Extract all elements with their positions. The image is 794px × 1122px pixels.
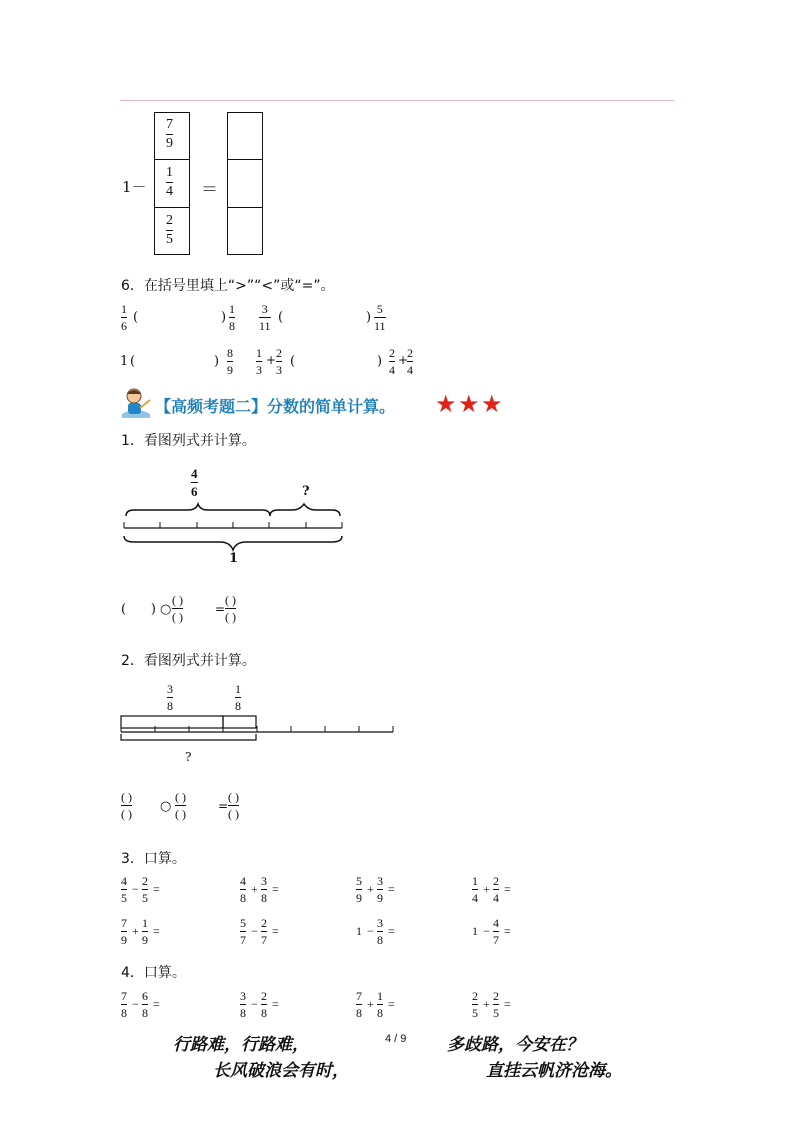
fraction: 3 9	[377, 874, 383, 905]
q6-r2-a-right: 8 9	[227, 346, 233, 377]
expr-symbol: =	[504, 882, 511, 896]
poem-line1-right: 多歧路，今安在？	[447, 1035, 583, 1055]
p1-diagram	[120, 500, 346, 552]
expr-symbol: +	[367, 882, 374, 896]
star-icon-2: ★	[458, 390, 480, 418]
q6-r2-a-blank[interactable]	[138, 352, 214, 370]
fraction: 4 5	[121, 874, 127, 905]
q6-r1-a-blank[interactable]	[140, 308, 220, 326]
p1-operator-circle[interactable]: ○	[160, 602, 172, 617]
q6-r1-b-paren-close: )	[366, 310, 372, 325]
section2-title: 【高频考题二】分数的简单计算。	[155, 397, 396, 416]
poem-line1-left: 行路难，行路难，	[173, 1035, 309, 1055]
answer-cell-3[interactable]	[227, 207, 263, 255]
p1-question-mark: ?	[302, 484, 310, 499]
fraction: 1 4	[472, 874, 478, 905]
fraction: 2 5	[493, 989, 499, 1020]
lead-one-minus: 1－	[122, 178, 147, 196]
p2-label-b: 1 8	[235, 682, 241, 713]
p2-answer-fraction-2[interactable]: ( ) ( )	[175, 790, 186, 821]
q6-r2-b-paren-open: (	[290, 354, 296, 369]
q6-r1-a-paren-close: )	[221, 310, 227, 325]
expr-symbol: +	[132, 924, 139, 938]
p2-label-a: 3 8	[167, 682, 173, 713]
q6-r1-b-paren-open: (	[278, 310, 284, 325]
fraction: 3 8	[261, 874, 267, 905]
q6-r2-b-right-2: 2 4	[407, 346, 413, 377]
p1-answer-fraction-1[interactable]: ( ) ( )	[172, 593, 183, 624]
p2-title: 2．看图列式并计算。	[121, 653, 256, 669]
q6-r1-a-right: 1 8	[229, 302, 235, 333]
p1-top-fraction: 4 6	[191, 466, 198, 499]
q4-title: 4．口算。	[121, 965, 186, 981]
fraction: 7 9	[121, 916, 127, 947]
q6-r2-b-right-1: 2 4	[389, 346, 395, 377]
header-rule	[120, 100, 674, 101]
p2-answer-fraction-3[interactable]: ( ) ( )	[228, 790, 239, 821]
fraction: 2 4	[493, 874, 499, 905]
q6-r1-b-right: 5 11	[374, 302, 386, 333]
expr-symbol: −	[483, 924, 490, 938]
column-cell-1	[154, 112, 190, 160]
fraction: 1 9	[142, 916, 148, 947]
expr-symbol: =	[153, 997, 160, 1011]
expr-symbol: +	[367, 997, 374, 1011]
expr-symbol: =	[388, 882, 395, 896]
fraction: 4 7	[493, 916, 499, 947]
p1-answer-whole[interactable]: ( )	[121, 602, 156, 617]
fraction: 1 8	[377, 989, 383, 1020]
page-number: 4 / 9	[385, 1033, 407, 1045]
column-cell-3	[154, 207, 190, 255]
expr-symbol: −	[367, 924, 374, 938]
equals-sign: ＝	[201, 180, 218, 200]
expr-symbol: =	[388, 997, 395, 1011]
q6-r2-a-paren-open: (	[130, 354, 136, 369]
expr-symbol: =	[153, 924, 160, 938]
expr-symbol: +	[483, 882, 490, 896]
p1-bottom-label: 1	[229, 551, 239, 566]
fraction: 7 8	[121, 989, 127, 1020]
q6-r2-b-plus-2: +	[398, 353, 409, 367]
q6-r2-a-paren-close: )	[214, 354, 220, 369]
expr-symbol: =	[272, 997, 279, 1011]
answer-cell-1[interactable]	[227, 112, 263, 160]
star-icon-3: ★	[481, 390, 503, 418]
p1-answer-fraction-2[interactable]: ( ) ( )	[225, 593, 236, 624]
fraction: 2 5	[142, 874, 148, 905]
answer-cell-2[interactable]	[227, 159, 263, 208]
q6-r1-b-left: 3 11	[259, 302, 271, 333]
fraction: 3 8	[377, 916, 383, 947]
fraction: 3 8	[240, 989, 246, 1020]
q6-r2-b-paren-close: )	[377, 354, 383, 369]
p2-question-mark: ?	[185, 750, 192, 764]
p1-title: 1．看图列式并计算。	[121, 433, 256, 449]
expr-symbol: −	[132, 997, 139, 1011]
fraction: 6 8	[142, 989, 148, 1020]
expr-symbol: 1	[356, 924, 362, 938]
expr-symbol: +	[483, 997, 490, 1011]
expr-symbol: =	[388, 924, 395, 938]
fraction: 4 8	[240, 874, 246, 905]
fraction: 2 8	[261, 989, 267, 1020]
expr-symbol: =	[272, 882, 279, 896]
q6-r1-a-left: 1 6	[121, 302, 127, 333]
expr-symbol: =	[153, 882, 160, 896]
star-icon-1: ★	[435, 390, 457, 418]
q6-r1-b-blank[interactable]	[286, 308, 364, 326]
q6-r2-b-left-2: 2 3	[276, 346, 282, 377]
expr-symbol: −	[251, 924, 258, 938]
poem-line2-left: 长风破浪会有时，	[213, 1061, 349, 1081]
q3-title: 3．口算。	[121, 851, 186, 867]
poem-line2-right: 直挂云帆济沧海。	[486, 1061, 622, 1081]
fraction-1-4: 1 4	[166, 165, 173, 199]
fraction-7-9: 7 9	[166, 117, 173, 151]
fraction: 5 7	[240, 916, 246, 947]
p2-answer-fraction-1[interactable]: ( ) ( )	[121, 790, 132, 821]
expr-symbol: 1	[472, 924, 478, 938]
expr-symbol: +	[251, 882, 258, 896]
q6-r2-b-plus: +	[266, 353, 277, 367]
fraction-2-5: 2 5	[166, 213, 173, 247]
column-cell-2	[154, 159, 190, 208]
expr-symbol: −	[132, 882, 139, 896]
expr-symbol: =	[504, 924, 511, 938]
expr-symbol: =	[504, 997, 511, 1011]
q6-r1-a-paren-open: (	[133, 310, 139, 325]
fraction: 5 9	[356, 874, 362, 905]
expr-symbol: =	[272, 924, 279, 938]
expr-symbol: −	[251, 997, 258, 1011]
q6-r2-b-blank[interactable]	[298, 352, 374, 370]
p2-operator-circle[interactable]: ○	[160, 799, 172, 814]
fraction: 7 8	[356, 989, 362, 1020]
q6-r2-b-left-1: 1 3	[256, 346, 262, 377]
p2-diagram	[118, 712, 398, 748]
student-writing-icon	[118, 384, 154, 420]
fraction: 2 7	[261, 916, 267, 947]
q6-r2-a-left: 1	[120, 354, 129, 369]
p1-equals: =	[215, 602, 226, 616]
fraction: 2 5	[472, 989, 478, 1020]
q6-title: 6．在括号里填上“>”“<”或“=”。	[121, 278, 335, 294]
p2-equals: =	[218, 799, 229, 813]
